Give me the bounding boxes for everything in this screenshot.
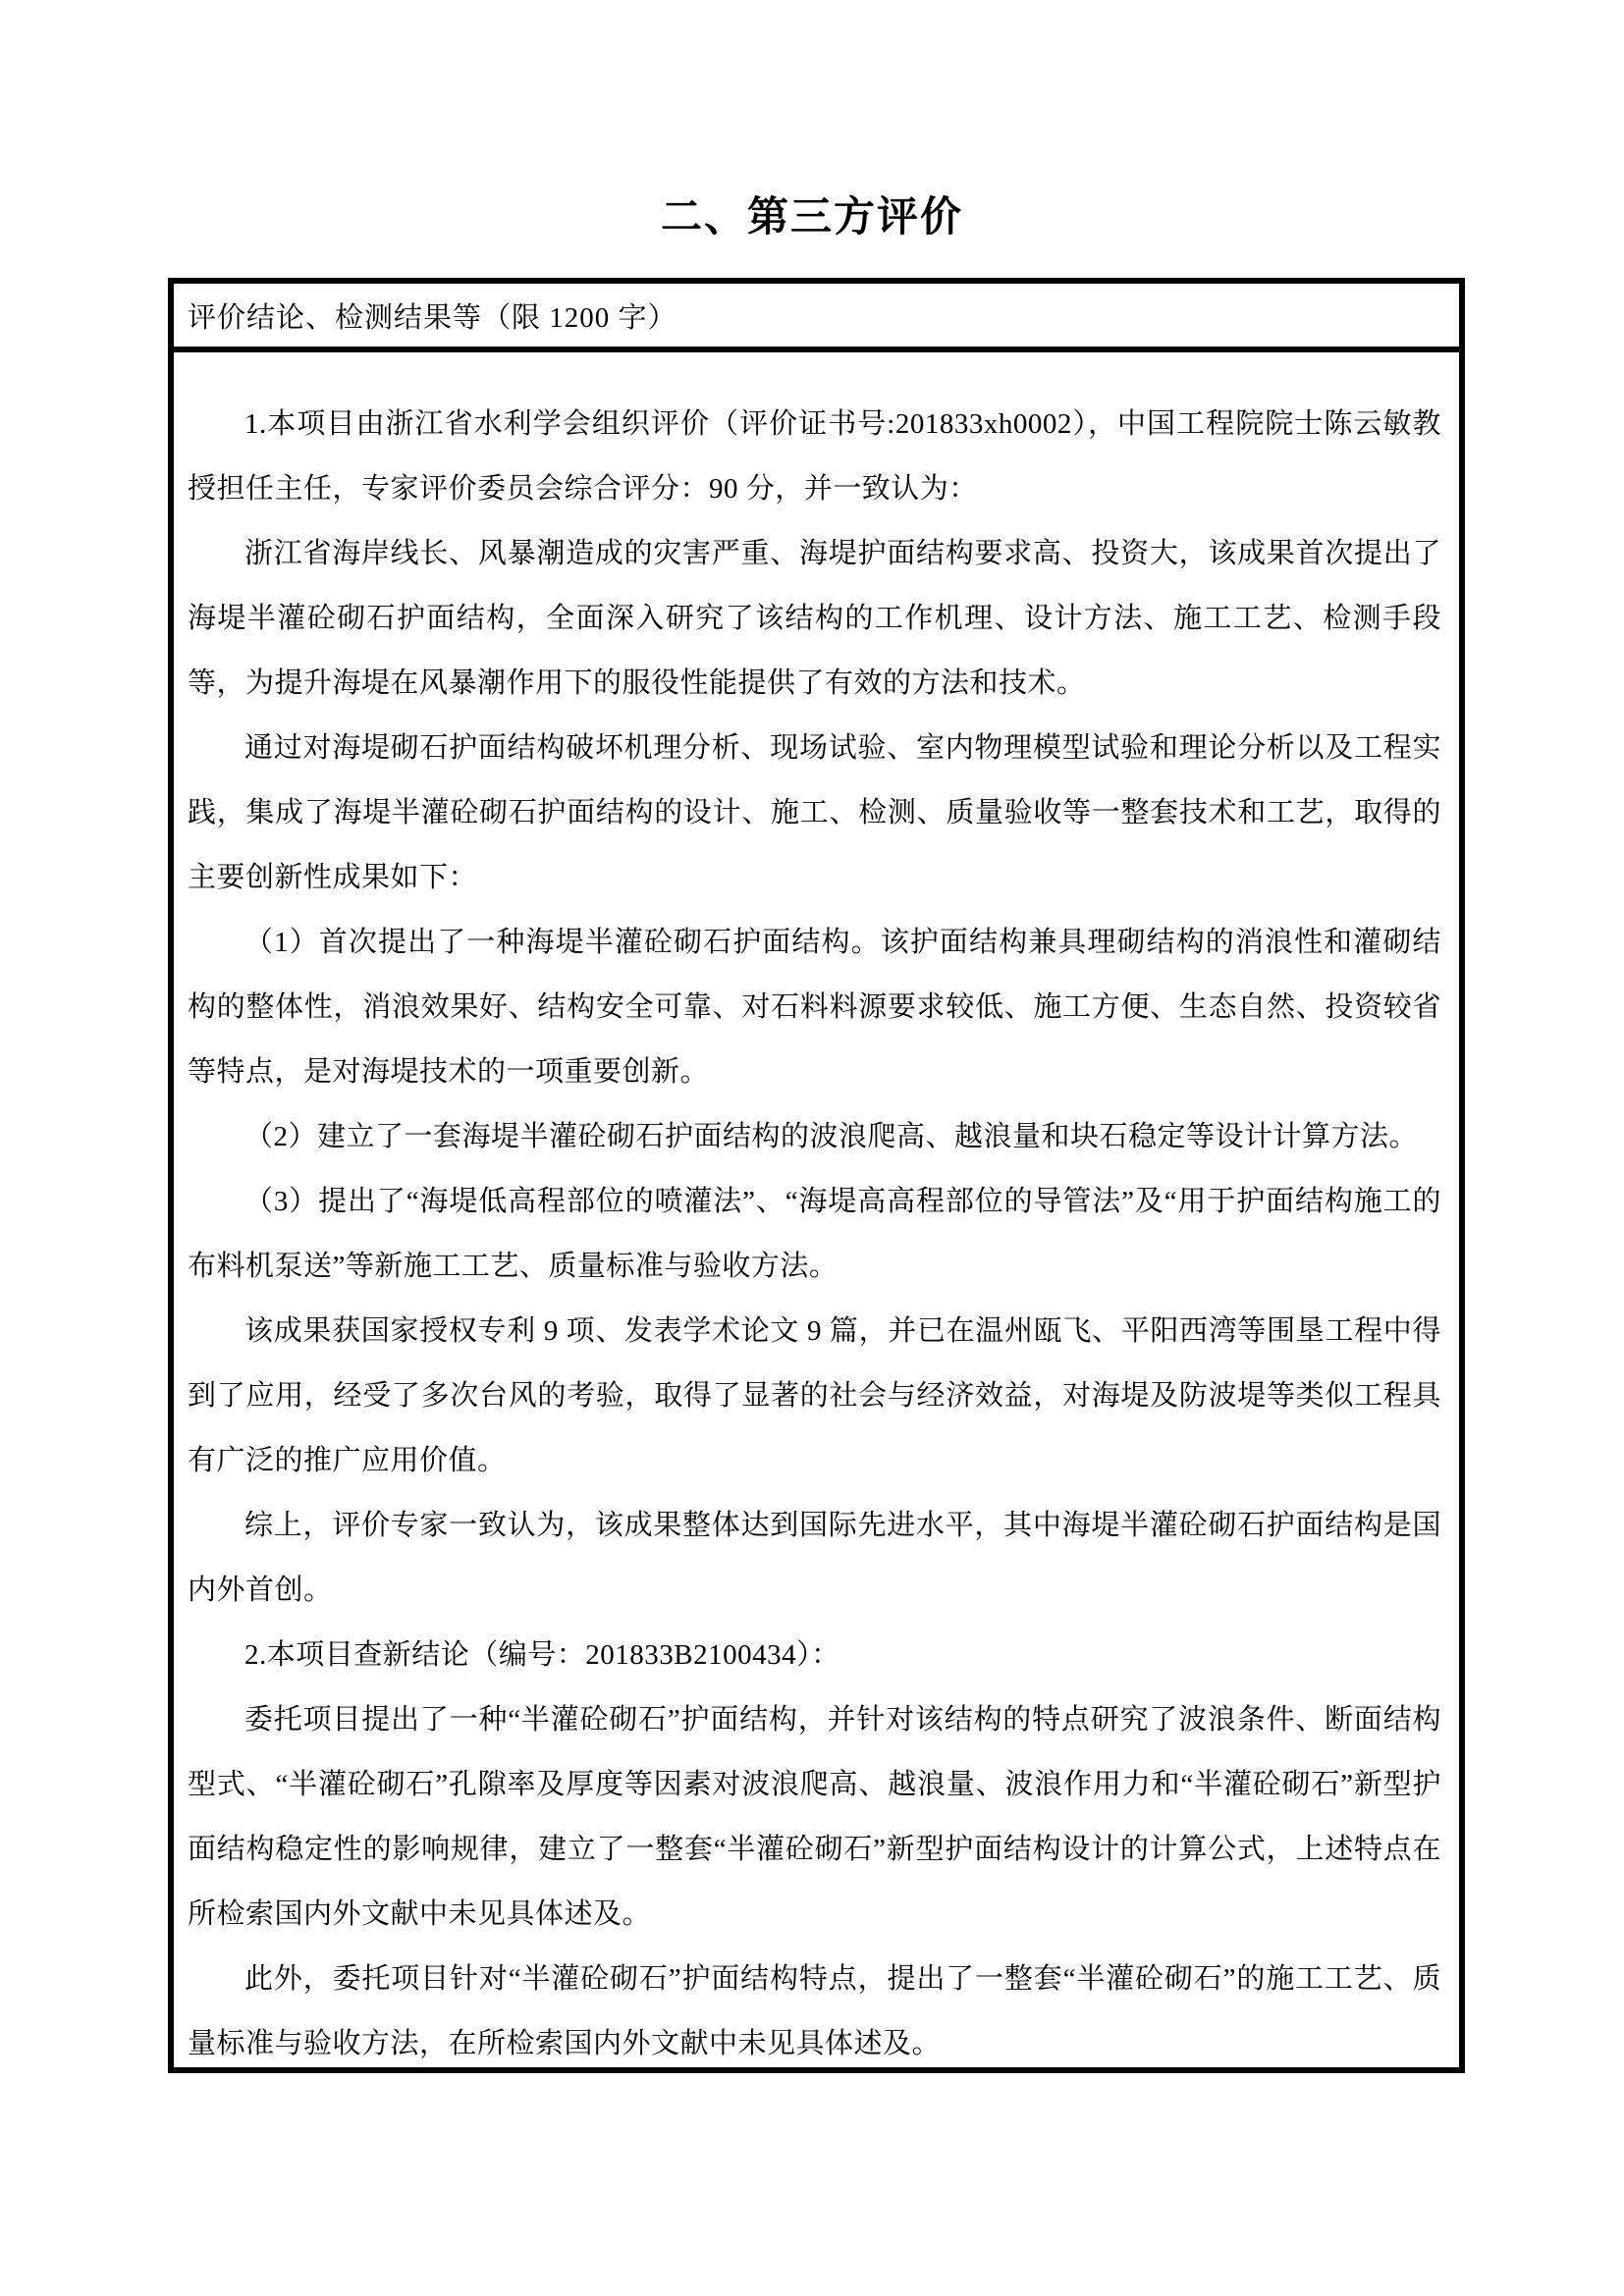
paragraph-background: 浙江省海岸线长、风暴潮造成的灾害严重、海堤护面结构要求高、投资大，该成果首次提出了海堤半灌砼砌石护面结构，全面深入研究了该结构的工作机理、设计方法、施工工艺、检测手段等，为提升海堤在风暴潮作用下的服役性能提供了有效的方法和技术。 <box>188 538 1441 699</box>
paragraph-novelty-search-extra: 此外，委托项目针对“半灌砼砌石”护面结构特点，提出了一整套“半灌砼砌石”的施工工艺、质量标准与验收方法，在所检索国内外文献中未见具体述及。 <box>188 1963 1441 2059</box>
paragraph-overall-conclusion: 综上，评价专家一致认为，该成果整体达到国际先进水平，其中海堤半灌砼砌石护面结构是国内外首创。 <box>188 1510 1441 1606</box>
paragraph-achievement-3: （3）提出了“海堤低高程部位的喷灌法”、“海堤高高程部位的导管法”及“用于护面结构施工的布料机泵送”等新施工工艺、质量标准与验收方法。 <box>188 1186 1441 1282</box>
paragraph-application-results: 该成果获国家授权专利 9 项、发表学术论文 9 篇，并已在温州瓯飞、平阳西湾等围垦工程中得到了应用，经受了多次台风的考验，取得了显著的社会与经济效益，对海堤及防波堤等类似工程具有广泛的推广应用价值。 <box>188 1315 1441 1476</box>
paragraph-methodology: 通过对海堤砌石护面结构破坏机理分析、现场试验、室内物理模型试验和理论分析以及工程实践，集成了海堤半灌砼砌石护面结构的设计、施工、检测、质量验收等一整套技术和工艺，取得的主要创新性成果如下： <box>188 732 1441 893</box>
page-title: 二、第三方评价 <box>660 192 963 240</box>
paragraph-achievement-1: （1）首次提出了一种海堤半灌砼砌石护面结构。该护面结构兼具理砌结构的消浪性和灌砌结构的整体性，消浪效果好、结构安全可靠、对石料料源要求较低、施工方便、生态自然、投资较省等特点，是对海堤技术的一项重要创新。 <box>188 927 1441 1088</box>
table-header-cell <box>174 284 1459 352</box>
evaluation-table <box>168 278 1465 2073</box>
paragraph-novelty-search-intro: 2.本项目查新结论（编号：201833B2100434）： <box>244 1639 840 1671</box>
paragraph-achievement-2: （2）建立了一套海堤半灌砼砌石护面结构的波浪爬高、越浪量和块石稳定等设计计算方法。 <box>244 1121 1419 1152</box>
table-body-cell <box>174 352 1459 2076</box>
paragraph-evaluation-intro: 1.本项目由浙江省水利学会组织评价（评价证书号:201833xh0002），中国工程院院士陈云敏教授担任主任，专家评价委员会综合评分：90 分，并一致认为： <box>188 408 1441 505</box>
paragraph-novelty-search-body: 委托项目提出了一种“半灌砼砌石”护面结构，并针对该结构的特点研究了波浪条件、断面结构型式、“半灌砼砌石”孔隙率及厚度等因素对波浪爬高、越浪量、波浪作用力和“半灌砼砌石”新型护面结构稳定性的影响规律，建立了一整套“半灌砼砌石”新型护面结构设计的计算公式，上述特点在所检索国内外文献中未见具体述及。 <box>188 1704 1441 1930</box>
table-header-label: 评价结论、检测结果等（限 1200 字） <box>188 301 677 334</box>
